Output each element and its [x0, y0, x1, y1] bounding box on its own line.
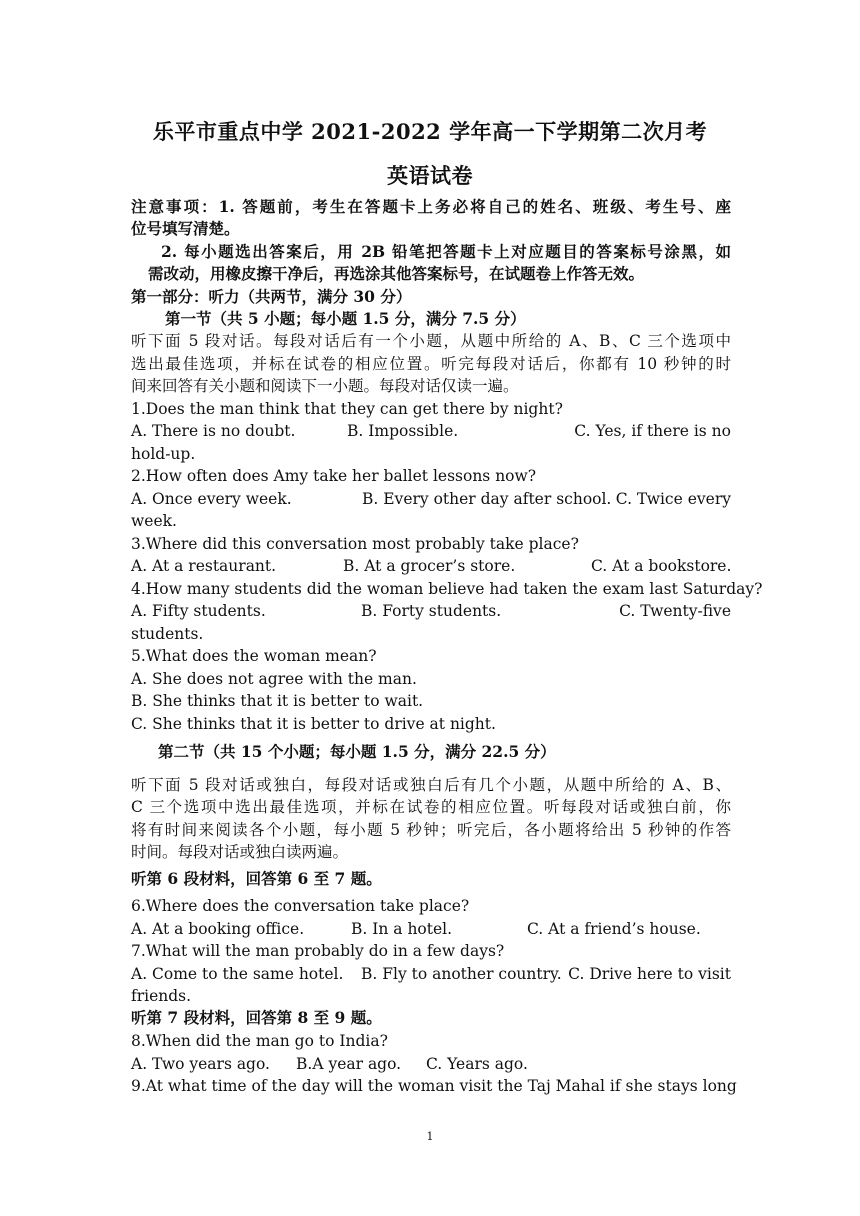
- option-b: B. Every other day after school.: [362, 490, 612, 508]
- option-b: B. She thinks that it is better to wait.: [131, 692, 424, 710]
- material-heading: 听第 7 段材料，回答第 8 至 9 题。: [131, 1008, 382, 1027]
- instruction-line: 时间。每段对话或独白读两遍。: [131, 843, 349, 861]
- question-stem: 6.Where does the conversation take place?: [131, 897, 470, 915]
- option-b: B. Forty students.: [361, 602, 502, 620]
- instruction-line: 听下面 5 段对话或独白，每段对话或独白后有几个小题，从题中所给的 A、B、: [131, 776, 731, 794]
- option-c: C. At a friend’s house.: [527, 920, 701, 938]
- option-a: A. There is no doubt.: [131, 422, 296, 440]
- option-a: A. At a booking office.: [131, 920, 305, 938]
- option-a: A. She does not agree with the man.: [131, 670, 417, 688]
- option-c: C. At a bookstore.: [591, 557, 732, 575]
- page-title: 乐平市重点中学 2021-2022 学年高一下学期第二次月考: [152, 119, 708, 144]
- question-stem: 5.What does the woman mean?: [131, 647, 377, 665]
- notice-line: 2. 每小题选出答案后，用 2B 铅笔把答题卡上对应题目的答案标号涂黑，如: [161, 242, 731, 261]
- option-c: C. Twice every: [615, 490, 731, 508]
- option-a: A. Two years ago.: [131, 1055, 270, 1073]
- option-b: B. At a grocer’s store.: [343, 557, 516, 575]
- question-stem: 7.What will the man probably do in a few days?: [131, 942, 505, 960]
- material-heading: 听第 6 段材料，回答第 6 至 7 题。: [131, 869, 382, 888]
- page-number: 1: [426, 1130, 434, 1143]
- option-c: C. She thinks that it is better to drive at night.: [131, 715, 496, 733]
- option-b: B.A year ago.: [296, 1055, 402, 1073]
- instruction-line: 间来回答有关小题和阅读下一小题。每段对话仅读一遍。: [131, 377, 519, 395]
- option-b: B. Fly to another country.: [361, 965, 562, 983]
- option-a: A. Come to the same hotel.: [131, 965, 344, 983]
- option-c: C. Years ago.: [426, 1055, 528, 1073]
- page-subtitle: 英语试卷: [387, 163, 473, 188]
- option-continuation: students.: [131, 625, 204, 643]
- section-heading: 第一节（共 5 小题；每小题 1.5 分，满分 7.5 分）: [165, 309, 526, 328]
- option-b: B. Impossible.: [347, 422, 459, 440]
- option-continuation: week.: [131, 512, 177, 530]
- question-stem: 3.Where did this conversation most probably take place?: [131, 535, 579, 553]
- question-stem: 4.How many students did the woman believe had taken the exam last Saturday?: [131, 580, 763, 598]
- option-b: B. In a hotel.: [351, 920, 453, 938]
- notice-line: 注意事项：1. 答题前，考生在答题卡上务必将自己的姓名、班级、考生号、座: [131, 197, 731, 216]
- option-a: A. Once every week.: [131, 490, 292, 508]
- option-c: C. Drive here to visit: [568, 965, 731, 983]
- part-heading: 第一部分：听力（共两节，满分 30 分）: [131, 287, 412, 306]
- option-c: C. Twenty-five: [619, 602, 731, 620]
- section-heading: 第二节（共 15 个小题；每小题 1.5 分，满分 22.5 分）: [158, 742, 556, 761]
- question-stem: 1.Does the man think that they can get there by night?: [131, 400, 563, 418]
- instruction-line: C 三个选项中选出最佳选项，并标在试卷的相应位置。听每段对话或独白前，你: [131, 798, 731, 816]
- question-stem: 9.At what time of the day will the woman visit the Taj Mahal if she stays long: [131, 1077, 737, 1095]
- option-c: C. Yes, if there is no: [574, 422, 731, 440]
- instruction-line: 听下面 5 段对话。每段对话后有一个小题，从题中所给的 A、B、C 三个选项中: [131, 332, 731, 350]
- option-a: A. Fifty students.: [131, 602, 266, 620]
- instruction-line: 选出最佳选项，并标在试卷的相应位置。听完每段对话后，你都有 10 秒钟的时: [131, 355, 731, 373]
- option-a: A. At a restaurant.: [131, 557, 277, 575]
- notice-line: 位号填写清楚。: [131, 219, 240, 238]
- question-stem: 2.How often does Amy take her ballet lessons now?: [131, 467, 537, 485]
- instruction-line: 将有时间来阅读各个小题，每小题 5 秒钟；听完后，各小题将给出 5 秒钟的作答: [131, 821, 731, 839]
- notice-line: 需改动，用橡皮擦干净后，再选涂其他答案标号，在试题卷上作答无效。: [148, 264, 645, 283]
- question-stem: 8.When did the man go to India?: [131, 1032, 388, 1050]
- option-continuation: friends.: [131, 987, 192, 1005]
- option-continuation: hold-up.: [131, 445, 196, 463]
